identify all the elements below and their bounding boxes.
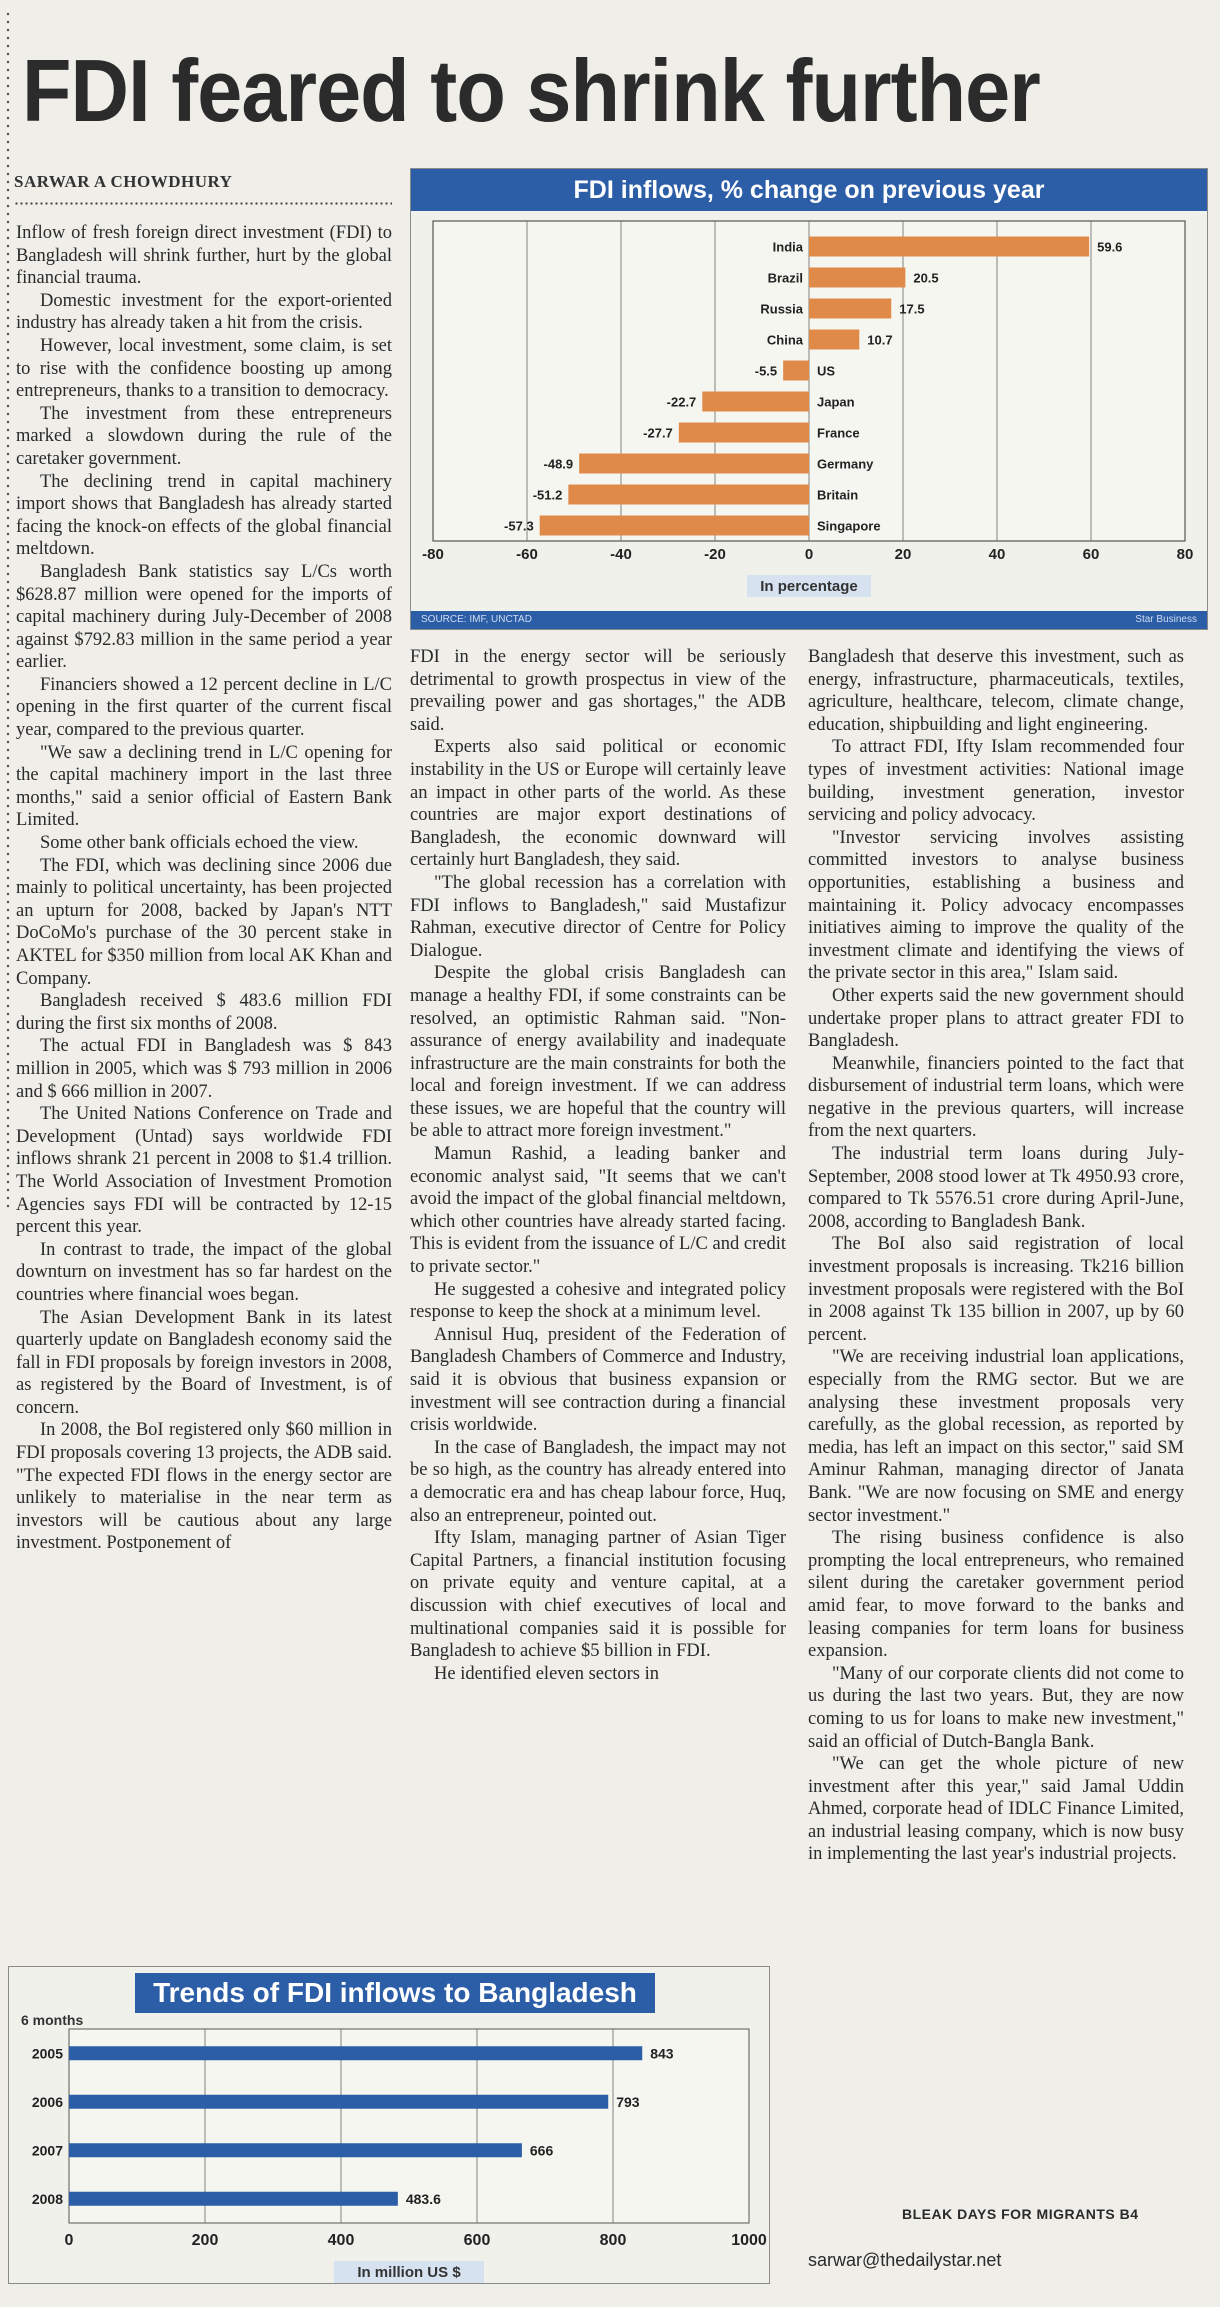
paragraph: In the case of Bangladesh, the impact may not be so high, as the country has already entered into a democratic era and has cheap labour force, Huq, also an entrepreneur, pointed out. (410, 1437, 786, 1526)
chart-footer (411, 611, 1207, 629)
data-label: -57.3 (504, 518, 534, 534)
category-label: 2006 (31, 2093, 63, 2110)
data-label: -27.7 (643, 425, 673, 441)
paragraph: "We are receiving industrial loan applications, especially from the RMG sector. But we are analysing these investment proposals very carefully, as the global recession, as reported by media, has left an impact on this sector," said SM Aminur Rahman, managing director of Janata Bank. "We are now focusing on SME and energy sector investment." (808, 1347, 1184, 1526)
x-tick-label: 400 (327, 2232, 355, 2249)
bar (69, 2143, 522, 2157)
x-tick-label: 80 (1176, 546, 1194, 563)
fdi-trend-plot (9, 2013, 769, 2283)
paragraph: The BoI also said registration of local investment proposals is increasing. Tk216 billion investment proposals were registered with the BoI in 2008 against Tk 135 billion in 2007, up by 60 percent. (808, 1234, 1184, 1345)
x-tick-label: 600 (463, 2232, 491, 2249)
bar (568, 485, 809, 505)
paragraph: The FDI, which was declining since 2006 due mainly to political uncertainty, has been projected an upturn for 2008, backed by Japan's NTT DoCoMo's purchase of the 30 percent stake in AKTEL for $350 million from local AK Khan and Company. (16, 855, 392, 989)
x-tick-label: 20 (894, 546, 912, 563)
chart-title: Trends of FDI inflows to Bangladesh (135, 1973, 655, 2013)
article-column-3 (808, 646, 1184, 1866)
page-reference: BLEAK DAYS FOR MIGRANTS B4 (902, 2206, 1139, 2222)
paragraph: He suggested a cohesive and integrated policy response to keep the shock at a minimum level. (410, 1279, 786, 1323)
paragraph: Financiers showed a 12 percent decline in L/C opening in the first quarter of the current fiscal year, compared to the previous quarter. (16, 674, 392, 741)
x-tick-label: -60 (516, 546, 538, 563)
paragraph: The actual FDI in Bangladesh was $ 843 million in 2005, which was $ 793 million in 2006 and $ 666 million in 2007. (16, 1036, 392, 1102)
paragraph: Mamun Rashid, a leading banker and economic analyst said, "It seems that we can't avoid the impact of the global financial meltdown, which other countries have already started facing. This is evident from the issuance of L/C and credit to private sector." (410, 1144, 786, 1278)
fdi-change-plot (411, 211, 1207, 611)
paragraph: Some other bank officials echoed the view. (40, 833, 359, 854)
bar (679, 423, 809, 443)
bar (69, 2046, 642, 2060)
paragraph: To attract FDI, Ifty Islam recommended four types of investment activities: National image building, investment generation, investor servicing and policy advocacy. (808, 737, 1184, 826)
paragraph: Bangladesh that deserve this investment, such as energy, infrastructure, pharmaceuticals, textiles, agriculture, healthcare, telecom, climate change, education, shipbuilding and light engineering. (808, 647, 1184, 735)
chart-note: 6 months (21, 2013, 84, 2028)
category-label: France (817, 425, 860, 441)
paragraph: Ifty Islam, managing partner of Asian Tiger Capital Partners, a financial institution focusing on private equity and venture capital, at a discussion with chief executives of local and multinational companies said it is possible for Bangladesh to achieve $5 billion in FDI. (410, 1528, 786, 1662)
data-label: 793 (616, 2093, 640, 2110)
category-label: US (817, 363, 836, 379)
paragraph: Domestic investment for the export-oriented industry has already taken a hit from the crisis. (16, 290, 392, 334)
data-label: -22.7 (666, 394, 697, 410)
x-tick-label: 40 (988, 546, 1006, 563)
paragraph: The declining trend in capital machinery import shows that Bangladesh has already started facing the knock-on effects of the global financial meltdown. (16, 471, 392, 560)
author-email: sarwar@thedailystar.net (808, 2250, 1002, 2270)
paragraph: The investment from these entrepreneurs marked a slowdown during the rule of the caretaker government. (16, 403, 392, 469)
article-column-2 (410, 646, 786, 1685)
x-tick-label: -20 (704, 546, 726, 563)
data-label: 17.5 (899, 301, 925, 317)
category-label: China (766, 332, 803, 348)
paragraph: Bangladesh Bank statistics say L/Cs worth $628.87 million were opened for the imports of capital machinery during July-December of 2008 against $792.83 million in the same period a year earlier. (16, 561, 392, 673)
x-tick-label: 1000 (731, 2232, 767, 2249)
data-label: 843 (650, 2045, 674, 2062)
paragraph: Annisul Huq, president of the Federation of Bangladesh Chambers of Commerce and Industry, said it is obvious that business expansion or investment will see contraction during a financial crisis worldwide. (410, 1324, 786, 1436)
paragraph: Experts also said political or economic instability in the US or Europe will certainly leave an impact in other parts of the world. As these countries are major export destinations of Bangladesh, the economic downward will certainly hurt Bangladesh, they said. (410, 737, 786, 871)
paragraph: He identified eleven sectors in (434, 1663, 659, 1684)
x-tick-label: 200 (191, 2232, 219, 2249)
x-tick-label: 0 (804, 546, 814, 563)
category-label: Russia (760, 301, 803, 317)
category-label: Japan (817, 394, 855, 410)
x-axis-label: In percentage (760, 578, 858, 595)
paragraph: Inflow of fresh foreign direct investment (FDI) to Bangladesh will shrink further, hurt by the global financial trauma. (16, 223, 392, 289)
data-label: 666 (529, 2142, 554, 2159)
bar (69, 2095, 608, 2109)
paragraph: In contrast to trade, the impact of the global downturn on investment has so far hardest on the countries where financial woes began. (16, 1239, 392, 1305)
data-label: 483.6 (405, 2190, 441, 2207)
paragraph: Despite the global crisis Bangladesh can manage a healthy FDI, if some constraints can be resolved, an optimistic Rahman said. "Non-assurance of energy availability and inadequate infrastructure are the main constraints for both the local and foreign investment. If we can address these issues, we are hopeful that the country will be able to attract more foreign investment." (410, 963, 786, 1142)
category-label: Singapore (817, 518, 881, 534)
category-label: 2008 (31, 2190, 63, 2207)
bar (809, 299, 891, 319)
bar (540, 516, 809, 536)
bar (809, 268, 905, 288)
headline: FDI feared to shrink further (22, 41, 1040, 140)
bar (69, 2192, 398, 2206)
data-label: -48.9 (543, 456, 574, 472)
category-label: India (772, 239, 803, 255)
category-label: Germany (817, 456, 874, 472)
data-label: 59.6 (1097, 239, 1123, 255)
byline-rule (14, 202, 392, 205)
paragraph: The rising business confidence is also prompting the local entrepreneurs, who remained silent during the caretaker government period amid fear, to move forward to the banks and leasing companies for term loans for business expansion. (808, 1528, 1184, 1662)
fdi-trend-chart (8, 1966, 770, 2284)
paragraph: "Many of our corporate clients did not come to us during the last two years. But, they are now coming to us for loans to make new investment," said an official of Dutch-Bangla Bank. (808, 1663, 1184, 1752)
paragraph: FDI in the energy sector will be seriously detrimental to growth prospectus in view of the prevailing power and gas shortages," the ADB said. (410, 647, 786, 735)
x-axis-label: In million US $ (357, 2264, 461, 2281)
data-label: 10.7 (867, 332, 893, 348)
byline: SARWAR A CHOWDHURY (14, 172, 233, 191)
bar (579, 454, 809, 474)
paragraph: "Investor servicing involves assisting committed investors to analyse business opportunities, establishing a business and maintaining it. Policy advocacy encompasses initiatives aiming to improve the quality of the investment climate and identifying the views of the private sector in this area," Islam said. (808, 827, 1184, 984)
bar (783, 361, 809, 381)
category-label: 2007 (31, 2142, 63, 2159)
paragraph: Meanwhile, financiers pointed to the fact that disbursement of industrial term loans, which were negative in the previous quarters, will increase from the next quarters. (808, 1053, 1184, 1142)
category-label: Britain (817, 487, 859, 503)
x-tick-label: 0 (64, 2232, 74, 2249)
paragraph: The industrial term loans during July-September, 2008 stood lower at Tk 4950.93 crore, compared to Tk 5576.51 crore during April-June, 2008, according to Bangladesh Bank. (808, 1144, 1184, 1232)
data-label: -51.2 (532, 487, 563, 503)
data-label: -5.5 (754, 363, 778, 379)
paragraph: The United Nations Conference on Trade and Development (Untad) says worldwide FDI inflows shrank 21 percent in 2008 to $1.4 trillion. The World Association of Investment Promotion Agencies says FDI will be contracted by 12-15 percent this year. (16, 1104, 392, 1238)
x-tick-label: -40 (610, 546, 632, 563)
data-label: 20.5 (913, 270, 939, 286)
bar (702, 392, 809, 412)
bar (809, 330, 859, 350)
paragraph: However, local investment, some claim, is set to rise with the confidence boosting up among entrepreneurs, thanks to a transition to democracy. (16, 335, 392, 402)
category-label: 2005 (31, 2045, 63, 2062)
x-tick-label: 60 (1082, 546, 1100, 563)
chart-credit: Star Business (1135, 614, 1197, 625)
paragraph: Other experts said the new government should undertake proper plans to attract greater FDI to Bangladesh. (808, 985, 1184, 1052)
bar (809, 237, 1089, 257)
category-label: Brazil (767, 270, 803, 286)
paragraph: "We can get the whole picture of new investment after this year," said Jamal Uddin Ahmed, corporate head of IDLC Finance Limited, an industrial leasing company, which is now busy in implementing the last year's industrial projects. (808, 1754, 1184, 1865)
chart-source: SOURCE: IMF, UNCTAD (421, 614, 532, 625)
x-tick-label: 800 (599, 2232, 627, 2249)
x-tick-label: -80 (422, 546, 444, 563)
paragraph: Bangladesh received $ 483.6 million FDI during the first six months of 2008. (16, 991, 392, 1034)
chart-title: FDI inflows, % change on previous year (411, 169, 1207, 211)
paragraph: "The global recession has a correlation with FDI inflows to Bangladesh," said Mustafizur Rahman, executive director of Centre for Policy Dialogue. (410, 872, 786, 961)
paragraph: The Asian Development Bank in its latest quarterly update on Bangladesh economy said the fall in FDI proposals by foreign investors in 2008, as registered by the Board of Investment, is of concern. (16, 1307, 392, 1418)
article-column-1 (16, 222, 392, 1555)
fdi-change-chart (410, 168, 1208, 630)
paragraph: In 2008, the BoI registered only $60 million in FDI proposals covering 13 projects, the ADB said. "The expected FDI flows in the energy sector are unlikely to materialise in the near term as investors will be cautious about any large investment. Postponement of (16, 1420, 392, 1554)
column-rule (6, 10, 10, 1210)
paragraph: "We saw a declining trend in L/C opening for the capital machinery import in the last three months," said a senior official of Eastern Bank Limited. (16, 742, 392, 831)
